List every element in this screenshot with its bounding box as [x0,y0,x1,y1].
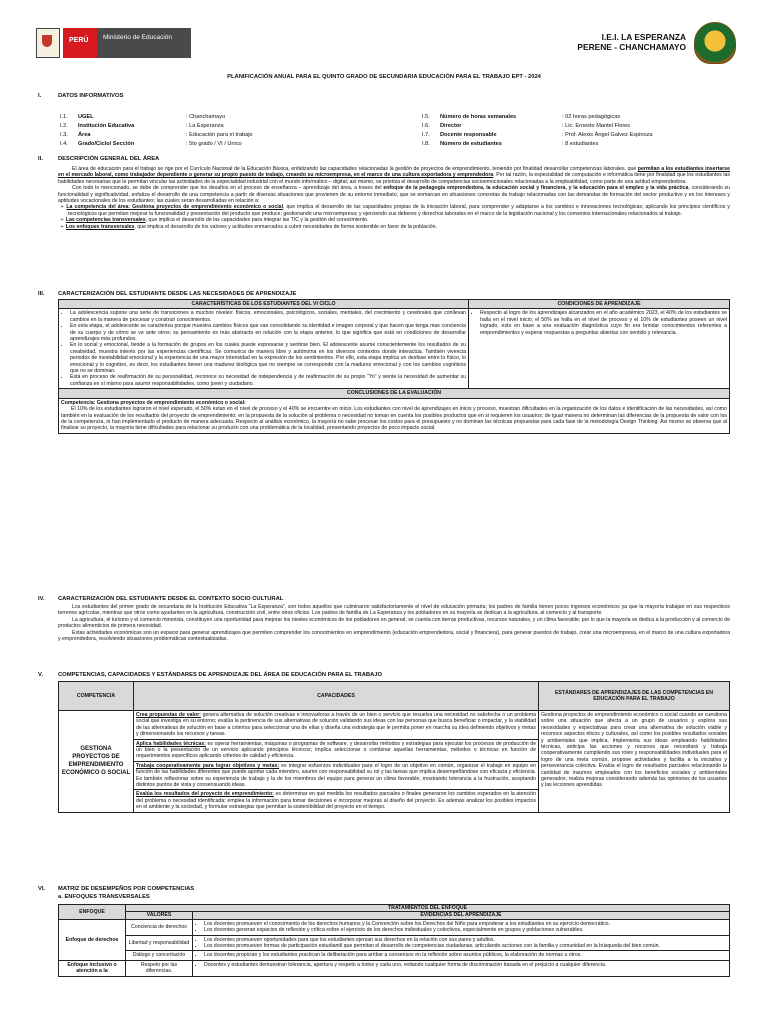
column-header: ENFOQUE [59,905,126,920]
info-value: : Educación para el trabajo [186,132,253,138]
section-title: DESCRIPCIÓN GENERAL DEL ÁREA [58,156,160,162]
ministry-brand: PERÚ [63,28,97,58]
info-table-right [420,112,656,150]
section-number: V. [38,672,43,678]
section-title: COMPETENCIAS, CAPACIDADES Y ESTÁNDARES DE APRENDIZAJE DEL ÁREA DE EDUCACIÓN PARA EL TRABAJO [58,672,383,678]
column-header: EVIDENCIAS DEL APRENDIZAJE [193,912,730,919]
approach-name: Enfoque de derechos [59,919,126,960]
evidence-cell [193,960,730,976]
section-4-heading [38,596,283,602]
table-header-row [59,300,730,309]
column-header: CONDICIONES DE APRENDIZAJE [469,300,730,309]
capacity-cell [134,790,539,812]
table-row [59,919,730,935]
table-row [59,398,730,433]
section-4-body [58,604,730,642]
capacity-title: Aplica habilidades técnicas: [136,740,206,747]
evidence-cell [193,919,730,935]
evidence-cell [193,951,730,960]
section-number: III. [38,291,45,297]
list-item: • La adolescencia supone una serie de transiciones a muchos niveles: físicos, emocionales, psicológicos, sociales, mentales, del crecimiento y cerebrales que conllevan cambios en la manera de procesar y construir conocimientos. [70,310,466,323]
info-num: I.2. [60,123,68,129]
info-value: : La Esperanza [186,123,224,129]
capacity-description: es integrar esfuerzos individuales para el logro de un objetivo en común, organizar el trabajo en equipo en función de las habilidades diferentes que puede aportar cada miembro, asumir con responsabilidad su rol y las tareas que implica desempeñándose con eficacia y eficiencia. Es también reflexionar sobre su experiencia de trabajo y la de los miembros del equipo para generar un clima favorable, mostrando tolerancia a la frustración, aceptando distintos puntos de vista y consensuando ideas. [136,762,536,789]
approach-name: Enfoque inclusivo o atención a la [59,960,126,976]
section-2-heading [38,156,159,162]
section-1-heading [38,93,123,99]
info-value: : Prof. Alexis Ángel Galvez Espinoza [562,132,653,138]
info-value: : Chanchamayo [186,114,226,120]
capacity-title: Crea propuestas de valor: [136,712,201,718]
info-num: I.6. [422,123,430,129]
value-name: Libertad y responsabilidad [126,935,193,951]
info-num: I.5. [422,114,430,120]
paragraph [58,185,730,204]
capacity-title: Trabaja cooperativamente para lograr objetivos y metas; [136,762,280,769]
peru-coat-of-arms-icon [36,28,60,58]
list-item: • En esta etapa, el adolescente se caracteriza porque muestra cambios físicos que van consolidando su identidad e imagen corporal y que hacen que tenga mas conciencia de su cuerpo y de cómo se ve ante otros; su pensamiento es más abstracto en relación con la etapa anterior, lo que significa que está en condiciones de desarrollar aprendizajes más profundos. [70,323,466,342]
info-row [60,123,255,130]
evaluation-cell [59,398,730,433]
table-row [59,309,730,389]
competencies-table [58,681,730,813]
info-row [60,132,255,139]
list-item: • Está en proceso de reafirmación de su personalidad, reconoce su necesidad de independencia y de reafirmación de su propio “Yo” y siente la necesidad de aumentar su confianza en sí mismo para asumir responsabilidades, como joven y ciudadano. [70,374,466,387]
section-2-body [58,166,730,230]
list-item: • Los docentes promueven formas de participación estudiantil que permitan el desarrollo de competencias ciudadanas, articulando acciones con la familia y comunidad en la búsqueda del bien común. [204,943,727,949]
capacity-description: genera alternativa de solución creativas e innovadoras a través de un bien o servicio que resuelva una necesidad no satisfecha o un problema social que investiga en su entorno; evalúa la pertinencia de sus alternativas de solución validando sus ideas con las personas que busca beneficiar o impactar, y la viabilidad de las alternativas de solución en base a criterios para seleccionar una de ellas y diseña una estrategia que le permita poner en marcha su idea definiendo objetivos y metas y dimensionando los recursos y tareas. [136,712,536,738]
ministry-name: Ministerio de Educación [97,28,191,58]
list-item: • Los docentes promueven el conocimiento de los derechos humanos y la Convención sobre los Derechos del Niño para empoderar a los estudiantes en su ejercicio democrático. [204,921,727,927]
info-row [422,114,654,121]
section-6-heading [38,886,194,892]
column-header: CONCLUSIONES DE LA EVALUACIÓN [59,389,730,398]
info-num: I.1. [60,114,68,120]
info-row [60,114,255,121]
table-row [59,711,730,740]
section-number: VI. [38,886,46,892]
table-header-row [59,912,730,919]
paragraph: Los estudiantes del primer grado de secundaria de la Institución Educativa “La Esperanza”, son todos aquellos que culminaron satisfactoriamente el nivel de educación primaria; los padres de familia tienen pocos ingresos económicos ya que la mayoría trabajan en sus respectivos terrenos agrícolas, mientras que otros como ayudantes en la agricultura, construcción civil, entre otros oficios. Los padres de familia de La Esperanza y los pobladores en su mayoría se dedican a la agricultura, al comercio y al transporte. [58,604,730,617]
value-name: Conciencia de derechos [126,919,193,935]
section-title: CARACTERIZACIÓN DEL ESTUDIANTE DESDE EL CONTEXTO SOCIO CULTURAL [58,596,284,602]
info-key: Número de horas semanales [440,114,517,120]
text-run: , que implica el desarrollo de los valores y actitudes enmarcados a cubrir necesidades de forma sostenible en favor de la población. [134,223,437,230]
info-key: Director [440,123,462,129]
info-key: UGEL [78,114,94,120]
capacity-description: es determinar en qué medida los resultados parciales o finales generaron los cambios esperados en la atención del problema o necesidad identificada; emplea la información para tomar decisiones e incorporar mejoras al diseño del proyecto. Es además analizar los posibles impactos en el ambiente y la sociedad, y formular estrategias que permitan la sostenibilidad del proyecto en el tiempo. [136,791,537,811]
info-value: : Lic. Ernesto Mantel Flores [562,123,631,129]
info-num: I.8. [422,141,430,147]
info-key: Docente responsable [440,132,497,138]
info-key: Área [78,132,91,138]
paragraph: Estas actividades económicas son un espacio para generar aprendizajes que permiten comprender los conocimientos en emprendimiento (educación emprendedora, social y financiera), para generar puestos de trabajo, crear una microempresa, en el marco de una cultura exportadora y emprendedora, resolviendo situaciones problemáticas contextualizadas. [58,629,730,643]
value-name: Diálogo y concertación [126,951,193,960]
table-row [59,935,730,951]
text-run: enfoque de la pedagogía emprendedora, la educación social y financiera, y la educación para el empleo y la vida práctica [383,185,689,192]
subsection-heading: a. ENFOQUES TRANSVERSALES [58,894,150,900]
capacity-title: Evalúa los resultados del proyecto de emprendimiento: [136,791,274,798]
list-item: • En lo social y emocional, tiende a la formación de grupos en los cuales puede expresarse y sentirse bien. El adolescente asume conscientemente los resultados de su creatividad, muestra interés por las experiencias científicas. Se comunica de manera libre y autónoma en los diversos contextos donde interactúa. También vivencia periodos de inestabilidad emocional y la experiencia de una mayor intensidad en la expresión de los sentimientos. Por ello, esta etapa implica un desfase entre lo físico, lo emocional y lo cognitivo, es decir, los estudiantes tienen una madurez biológica que no siempre se corresponde con la madurez emocional y con los cambios cognitivos que no se dominan. [70,342,466,374]
bullet-item: ➢ La competencia del área: Gestiona proyectos de emprendimiento económico o social, que implica el desarrollo de las capacidades propias de la iniciación laboral, para comprender y adaptarse a los cambios e innovaciones tecnológicas; aplicando los principios científicos y tecnológicos que permitan mejorar la funcionalidad y presentación del producto que produce; gestionando una microempresa; y ejerciendo sus deberes y derechos laborales en el marco de la legislación nacional y los convenios internacionales relacionados al trabajo. [60,204,731,217]
info-value: : 5to grado / VI / Unico [186,141,242,147]
list-item: • Los docentes propician y los estudiantes practican la deliberación para arribar a consensos en la reflexión sobre asuntos públicos, la elaboración de normas u otros. [204,952,727,958]
text-run: , que implica el desarrollo de las capacidades propias de la iniciación laboral, para comprender y adaptarse a los cambios e innovaciones tecnológicas; aplicando los principios científicos y tecnológicos que permitan mejorar la funcionalidad y presentación del producto que produce; gestionando una microempresa; y ejerciendo sus deberes y derechos laborales en el marco de la legislación nacional y los convenios internacionales relacionados al trabajo. [68,204,731,217]
paragraph [58,166,730,185]
table-row [59,960,730,976]
table-header-row [59,905,730,912]
info-value: : 8 estudiantes [562,141,599,147]
school-crest-icon [694,22,736,64]
evaluation-text: El 10% de los estudiantes lograron el nivel esperado, el 50% estan en el nivel de proceso y el 40% se encuentre en inicio. Los estudiantes con nivel de aprendizajes en inicio y proceso, muestran dificultades en la organización de los datos e identificación de las necesidades, así como también en la evaluación de los resultados del proyecto de emprendimiento; en la propuesta de la solución al problema o necesidad no toman en cuenta los posibles productos que en si requieren los usuarios; de igual manera no determinan las diferencias de la propuesta de valor con los de la competencia, ni han implementado el producto de manera adecuada. Respecto al análisis económico, la mayoría no sabe procesar los costos para el presupuesto y no dominan las técnicas propuestas para cada fase de la metodología Design Thinking. Asi mismo se observa que al finalizar su proyecto, la mayoria tiene dificultades para relacionar su producto con una problemática de la localidad, presentando proyectos de poco impacto social. [61,406,727,432]
evaluation-label: Competencia: Gestiona proyectos de emprendimiento económico o social: [61,399,246,406]
learner-characteristics-table [58,299,730,434]
value-name: Respeto por las diferencias. [126,960,193,976]
table-row [59,951,730,960]
section-number: I. [38,93,42,99]
capacity-cell [134,761,539,790]
section-5-heading [38,672,382,678]
info-key: Institución Educativa [78,123,135,129]
section-title: DATOS INFORMATIVOS [58,93,124,99]
column-header: ESTÁNDARES DE APRENDIZAJES DE LAS COMPETENCIAS EN EDUCACIÓN PARA EL TRABAJO [539,682,730,711]
list-item: • Docentes y estudiantes demuestran tolerancia, apertura y respeto a todos y cada uno, evitando cualquier forma de discriminación basada en el prejuicio a cualquier diferencia. [204,962,727,968]
standard-cell: Gestiona proyectos de emprendimiento económico o social cuando se cuestiona sobre una situación que afecta a un grupo de usuarios y explora sus necesidades y expectativas para crear una alternativa de solución viable y reconoce aspectos éticos y culturales, así como los posibles resultados sociales y ambientales que implica. Implementa sus ideas empleando habilidades técnicas, anticipa las acciones y recursos que necesitará y trabaja cooperativamente cumpliendo sus roles y responsabilidades individuales para el logro de una meta común, propone actividades y facilita a la iniciativa y perseverancia colectiva. Evalúa el logro de resultados parciales relacionando la cantidad de insumos empleados con los beneficios sociales y ambientales generados; realiza mejoras considerando además las opiniones de los usuarios y las lecciones aprendidas. [539,711,730,813]
list-item: • Respecto al logro de los aprendizajes alcanzados en el año académico 2023, el 40% de los estudiantes se halla en el nivel inicio; el 50% se halla en el nivel de proceso y el 10% de estudiantes poseen un nivel logrado, esto en base a una evaluación diagnóstica cuyo fin era brindar conocimientos referentes a emprendimientos y esperar respuestas a preguntas abiertas con sentido y relevancia. [480,310,727,336]
column-header: VALORES [126,912,193,919]
school-location: PERENE - CHANCHAMAYO [577,42,686,52]
text-run: , considerando su funcionalidad y significatividad, enfatiza el desarrollo de una competencia a partir de diversas situaciones que provienen de su entorno inmediato, que se enmarcan en situaciones concretas de trabajo relacionadas con las demandas de formación del sector productivo y en los intereses y aptitudes vocacionales de los estudiantes; las cuales seran desarrolladas en relación a: [58,185,731,205]
section-number: II. [38,156,43,162]
text-run: , que implica el desarrollo de las capacidades para integrar las TIC y la gestión del conocimiento. [145,217,369,224]
info-row [422,132,654,139]
ministry-logo [36,28,191,58]
column-header: CAPACIDADES [134,682,539,711]
text-run: Los enfoques transversales [65,223,135,230]
bullet-item: ➢ Los enfoques transversales, que implica el desarrollo de los valores y actitudes enmarcados a cubrir necesidades de forma sostenible en favor de la población. [60,223,437,230]
school-name: I.E.I. LA ESPERANZA [601,32,686,42]
info-row [60,141,255,148]
info-num: I.3. [60,132,68,138]
text-run: Las competencias transversales [65,217,146,224]
column-header: TRATAMIENTOS DEL ENFOQUE [126,905,730,912]
info-num: I.7. [422,132,430,138]
text-run: La competencia del área: Gestiona proyectos de emprendimiento económico o social [66,204,284,211]
info-key: Grado/Ciclo/ Sección [78,141,135,147]
info-table-left [58,112,257,150]
document-title: PLANIFICACIÓN ANUAL PARA EL QUINTO GRADO DE SECUNDARIA EDUCACIÓN PARA EL TRABAJO EPT - 2024 [227,74,541,80]
column-header: COMPETENCIA [59,682,134,711]
evidence-cell [193,935,730,951]
text-run: El área de educación para el trabajo se rige por el Currículo Nacional de la Educación Básica, enfatizando las capacidades relacionadas la gestión de proyectos de emprendimiento, teniendo por finalidad desarrollar competencias laborales, que [72,166,638,172]
section-3-heading [38,291,296,297]
table-header-row [59,682,730,711]
competency-name: GESTIONA PROYECTOS DE EMPRENDIMIENTO ECONÓMICO O SOCIAL [59,711,134,813]
info-value: : 02 horas pedagógicas [562,114,621,120]
info-num: I.4. [60,141,68,147]
text-run: . Por tal razón, la especialidad de computación e informática tiene por finalidad que los estudiantes las habilidades necesarias que le permitan vincular las actividades de la especialidad industrial con el mundo informático – digital; así mismo, se prioriza el desarrollo de competencias socioemocionales relacionadas a la empleabilidad, como parte de una actitud emprendedora. [58,172,731,185]
info-row [422,123,654,130]
paragraph: La agricultura, el turismo y el comercio minorista, constituyen una oportunidad para mejorar los niveles económicos de los pobladores en general; se cuenta con tierras productivas, recursos naturales, y un clima favorable, por lo que la mayoría se dedica a la producción y al comercio de productos alimenticios de primera necesidad. [58,616,731,630]
text-run: Con todo lo mencionado, se debe de comprender que los desafíos en el proceso de enseñanza – aprendizaje del área, a traves del [72,185,384,192]
section-title: MATRIZ DE DESEMPEÑOS POR COMPETENCIAS [58,886,195,892]
text-run: permitan a los estudiantes insertarse en el mercado laboral, como trabajador dependiente o generar su propio puesto de trabajo, creando su microempresa, en el marco de una cultura exportadora y emprendedora [58,166,730,179]
table-header-row [59,389,730,398]
list-item: • Los docentes promueven oportunidades para que los estudiantes ejerzan sus derechos en la relación con sus pares y adultos. [204,937,727,943]
column-header: CARACTERÍSTICAS DE LOS ESTUDIANTES DEL VI CICLO [59,300,469,309]
school-header [577,32,686,52]
section-number: IV. [38,596,45,602]
section-title: CARACTERIZACIÓN DEL ESTUDIANTE DESDE LAS NECESIDADES DE APRENDIZAJE [58,291,297,297]
info-row [422,141,654,148]
bullet-item: ➢ Las competencias transversales, que implica el desarrollo de las capacidades para integrar las TIC y la gestión del conocimiento. [60,217,369,224]
list-item: • Los docentes generan espacios de reflexión y crítica sobre el ejercicio de los derechos individuales y colectivos, especialmente en grupos y poblaciones vulnerables. [204,927,727,933]
capacity-description: es operar herramientas, máquinas o programas de software, y desarrollar métodos y estrategias para ejecutar los procesos de producción de un bien o la presentación de un servicio aplicando principios técnicos; implica seleccionar o combinar aquellas herramientas, métodos o técnicas en función de requerimientos específicos aplicando criterios de calidad y eficiencia. [136,740,536,760]
capacity-cell [134,739,539,761]
conditions-cell [469,309,730,389]
info-key: Número de estudiantes [440,141,502,147]
characteristics-cell [59,309,469,389]
capacity-cell [134,711,539,740]
cross-cutting-approaches-table [58,904,730,977]
